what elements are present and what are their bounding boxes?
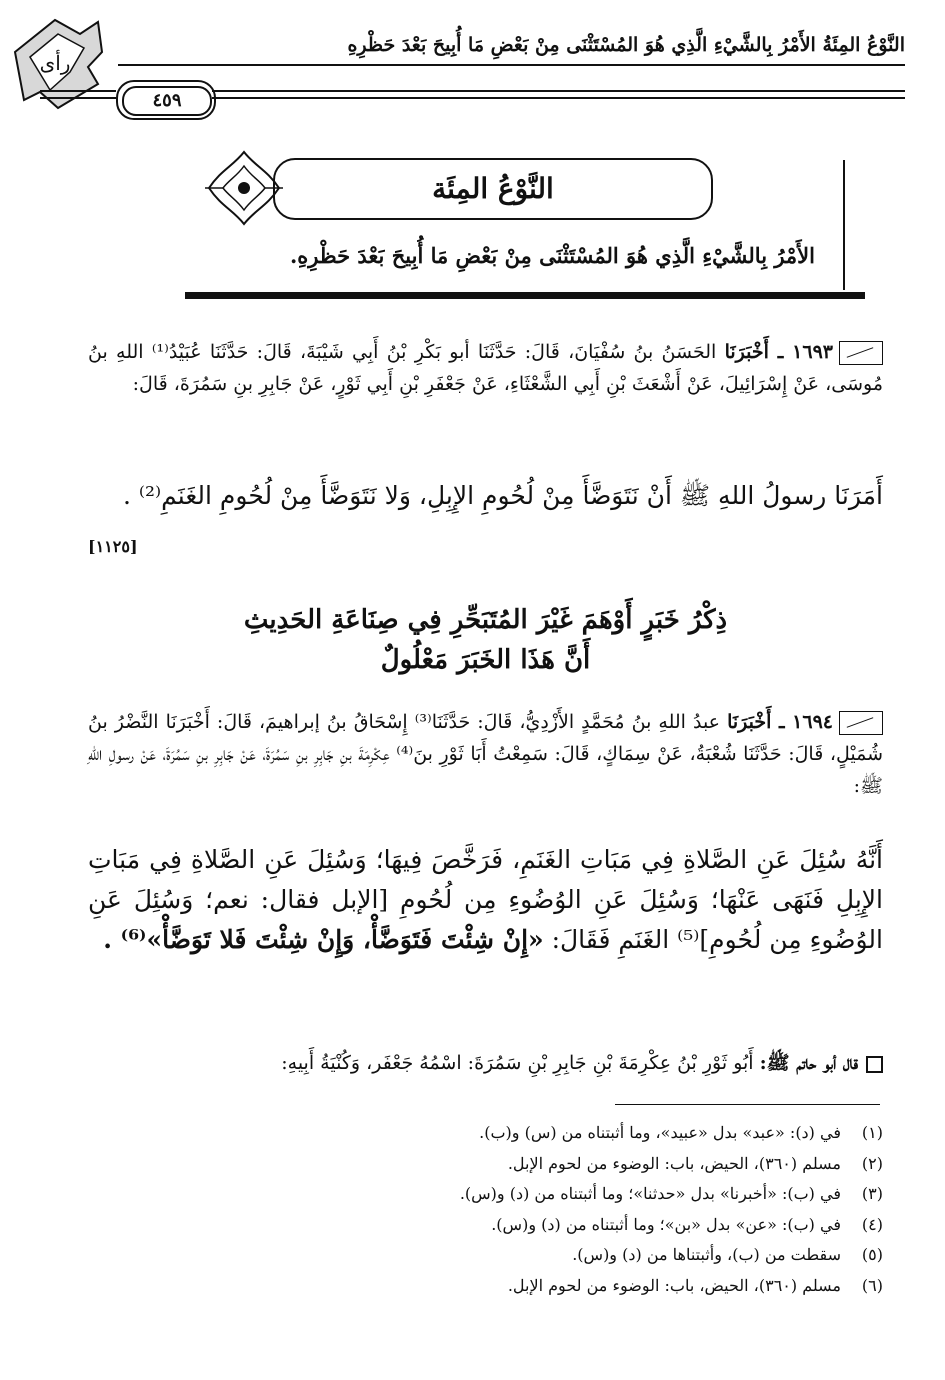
hadith-reference: [١١٢٥] [88,537,138,556]
hadith-marker-icon [839,711,883,735]
chapter-underline [185,292,865,299]
hadith-marker-icon [839,341,883,365]
footnote-item: (٢)مسلم (٣٦٠)، الحيض، باب: الوضوء من لحوم الإبل. [507,1153,883,1173]
running-title: النَّوْعُ المِئَةُ الأَمْرُ بِالشَّيْءِ الَّذِي هُوَ المُسْتَثْنَى مِنْ بَعْضِ مَا أُبِيحَ بَعْدَ حَظْرِهِ [347,34,905,56]
header-rule-2 [212,90,905,92]
remark-text: أَبُو ثَوْرِ بْنُ عِكْرِمَةَ بْنِ جَابِرِ بْنِ سَمُرَةَ: اسْمُهُ جَعْفَر، وَكُنْيَةُ أَبِيهِ: [281,1052,754,1074]
footnote-item: (٦)مسلم (٣٦٠)، الحيض، باب: الوضوء من لحوم الإبل. [507,1275,883,1295]
hadith-number: ١٦٩٤ ـ أَخْبَرَنَا [727,711,833,733]
footnote-item: (١)في (د): «عبد» بدل «عبيد»، وما أثبتناه من (س) و(ب). [479,1123,883,1142]
hadith-1693-matn [88,476,883,516]
hadith-1693-isnad [88,336,883,400]
hadith-text: أَنَّهُ سُئِلَ عَنِ الصَّلاةِ فِي مَبَاتِ الغَنَمِ، فَرَخَّصَ فِيهَا؛ وَسُئِلَ عَنِ الصَّلاةِ فِي مَبَاتِ الإِبِلِ فَنَهَى عَنْهَا؛ وَسُئِلَ عَنِ الوُضُوءِ مِن لُحُومِ [الإبل فقال: نعم؛ وَسُئِلَ عَنِ الوُضُوءِ مِن لُحُومِ]⁽⁵⁾ الغَنَمِ فَقَالَ: [88,845,883,954]
section-title-line-2: أَنَّ هَذَا الخَبَرَ مَعْلُولٌ [380,645,591,675]
footnote-item: (٤)في (ب): «عن» بدل «بن»؛ وما أثبتناه من (د) و(س). [491,1214,883,1234]
section-title-line-1: ذِكْرُ خَبَرٍ أَوْهَمَ غَيْرَ المُتَبَحِّرِ فِي صِنَاعَةِ الحَدِيثِ [243,605,728,635]
header-rule-3 [212,97,905,99]
header-rule-4 [40,90,116,92]
hadith-1694-isnad [88,706,883,802]
hadith-1694-matn [88,840,883,960]
page-number: ٤٥٩ [122,86,212,116]
chapter-heading [185,148,865,300]
square-bullet-icon [866,1056,883,1073]
arabesque-ornament-icon [203,148,285,228]
chapter-title: النَّوْعُ المِئَة [273,158,713,220]
hadith-text-bold: «إِنْ شِئْتَ فَتَوَضَّأْ، وَإِنْ شِئْتَ فَلا تَوَضَّأْ»⁽⁶⁾ . [103,925,544,954]
hadith-narration: الحَسَنُ بنُ سُفْيَانَ، قَالَ: حَدَّثَنَا أبو بَكْرِ بْنُ أَبِي شَيْبَةَ، قَالَ: حَدَّثَنَا عُبَيْدُ⁽¹⁾ اللهِ بنُ مُوسَى، عَنْ إِسْرَائِيلَ، عَنْ أَشْعَثَ بْنِ أَبِي الشَّعْثَاءِ، عَنْ جَعْفَرِ بْنِ أَبِي ثَوْرٍ، عَنْ جَابِرِ بنِ سَمُرَةَ، قَالَ: [88,341,883,395]
header-rule-5 [40,97,116,99]
hadith-text: أَمَرَنَا رسولُ اللهِ ﷺ أَنْ نَتَوَضَّأَ مِنْ لُحُومِ الإِبِلِ، وَلا نَتَوَضَّأَ مِنْ لُحُومِ الغَنَمِ⁽²⁾ . [122,481,883,510]
remark [88,1048,883,1078]
remark-label: قال أبو حاتم ﷺ: [759,1052,858,1074]
hadith-number: ١٦٩٣ ـ أَخْبَرَنَا [724,341,833,363]
footnote-item: (٣)في (ب): «أخبرنا» بدل «حدثنا»؛ وما أثبتناه من (د) و(س). [459,1184,883,1203]
corner-label: رأى [39,51,71,75]
chapter-subtitle: الأَمْرُ بِالشَّيْءِ الَّذِي هُوَ المُسْتَثْنَى مِنْ بَعْضِ مَا أُبِيحَ بَعْدَ حَظْرِهِ. [289,243,815,268]
footnotes [123,1118,883,1301]
hadith-narration: عبدُ اللهِ بنُ مُحَمَّدٍ الأَزْدِيُّ، قَالَ: حَدَّثَنَا⁽³⁾ إِسْحَاقُ بنُ إبراهيمَ، قَالَ: أَخْبَرَنَا النَّضْرُ بنُ شُمَيْلٍ، قَالَ: حَدَّثَنَا شُعْبَةُ، عَنْ سِمَاكٍ، قَالَ: سَمِعْتُ أَبَا ثَوْرِ بنَ⁽⁴⁾ عِكْرِمَةَ بنِ جَابِرِ بنِ سَمُرَةَ، عَنْ جَابِرِ بنِ سَمُرَةَ، عَنْ رسولِ اللهِ ﷺ: [88,711,884,797]
footnote-item: (٥)سقطت من (ب)، وأثبتناها من (د) و(س). [572,1245,883,1264]
header-rule [118,64,905,66]
footnote-separator [615,1104,880,1105]
